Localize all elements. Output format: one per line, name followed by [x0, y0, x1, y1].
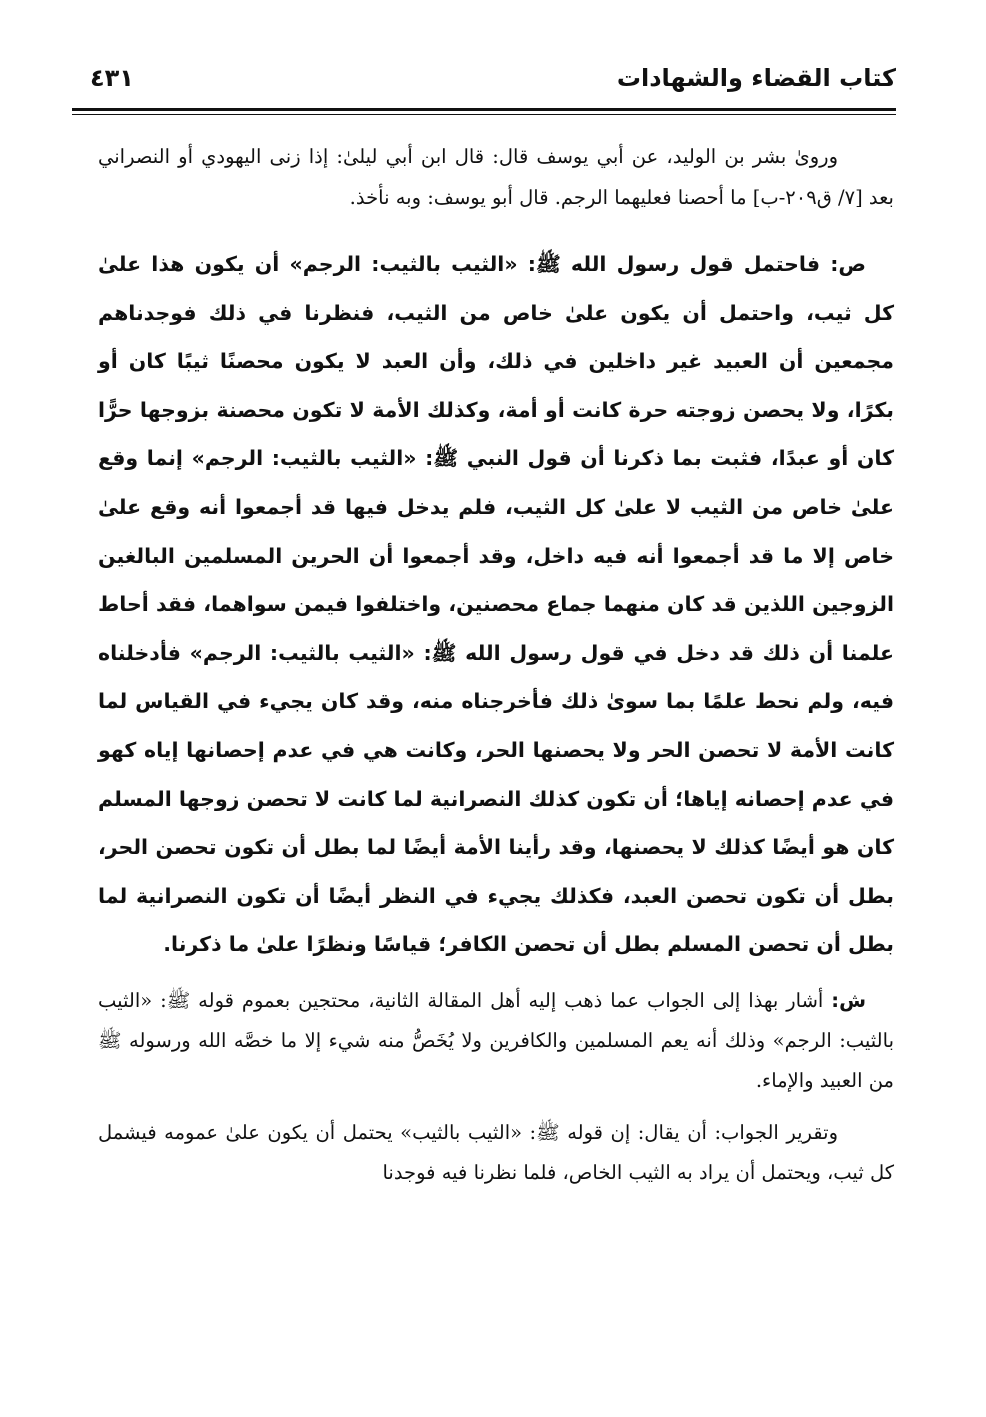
commentary-paragraph-continued: وتقرير الجواب: أن يقال: إن قوله ﷺ: «الثيب بالثيب» يحتمل أن يكون علىٰ عمومه فيشمل كل ثيب، ويحتمل أن يراد به الثيب الخاص، فلما نظرنا فيه فوجدنا — [98, 1120, 894, 1184]
header-rule-thin — [72, 114, 896, 115]
page-number: ٤٣١ — [90, 64, 134, 92]
page-body — [98, 136, 894, 1193]
shin-marker: ش: — [831, 988, 866, 1012]
text-paragraph-sad — [98, 240, 894, 969]
narration-paragraph: وروىٰ بشر بن الوليد، عن أبي يوسف قال: قال ابن أبي ليلىٰ: إذا زنى اليهودي أو النصراني بعد [٧/ ق٢٠٩-ب] ما أحصنا فعليهما الرجم. قال أبو يوسف: وبه نأخذ. — [98, 145, 894, 209]
header-rule-thick — [72, 108, 896, 111]
chapter-title: كتاب القضاء والشهادات — [616, 64, 896, 92]
sad-marker: ص: — [830, 252, 866, 276]
commentary-paragraph-shin — [98, 981, 894, 1101]
sad-text: فاحتمل قول رسول الله ﷺ: «الثيب بالثيب: الرجم» أن يكون هذا علىٰ كل ثيب، واحتمل أن يكون علىٰ خاص من الثيب، فنظرنا في ذلك فوجدناهم مجمعين أن العبيد غير داخلين في ذلك، وأن العبد لا يكون محصنًا ثيبًا كان أو بكرًا، ولا يحصن زوجته حرة كانت أو أمة، وكذلك الأمة لا تكون محصنة بزوجها حرًّا كان أو عبدًا، فثبت بما ذكرنا أن قول النبي ﷺ: «الثيب بالثيب: الرجم» إنما وقع علىٰ خاص من الثيب لا علىٰ كل الثيب، فلم يدخل فيها قد أجمعوا أنه وقع علىٰ خاص إلا ما قد أجمعوا أنه فيه داخل، وقد أجمعوا أن الحرين المسلمين البالغين الزوجين اللذين قد كان منهما جماع محصنين، واختلفوا فيمن سواهما، فقد أحاط علمنا أن ذلك قد دخل في قول رسول الله ﷺ: «الثيب بالثيب: الرجم» فأدخلناه فيه، ولم نحط علمًا بما سوىٰ ذلك فأخرجناه منه، وقد كان يجيء في القياس لما كانت الأمة لا تحصن الحر ولا يحصنها الحر، وكانت هي في عدم إحصانها إياه كهو في عدم إحصانه إياها؛ أن تكون كذلك النصرانية لما كانت لا تحصن زوجها المسلم كان هو أيضًا كذلك لا يحصنها، وقد رأينا الأمة أيضًا لما بطل أن تكون تحصن الحر، بطل أن تكون تحصن العبد، فكذلك يجيء في النظر أيضًا أن تكون النصرانية لما بطل أن تحصن المسلم بطل أن تحصن الكافر؛ قياسًا ونظرًا علىٰ ما ذكرنا. — [98, 252, 894, 957]
shin-text: أشار بهذا إلى الجواب عما ذهب إليه أهل المقالة الثانية، محتجين بعموم قوله ﷺ: «الثيب بالثيب: الرجم» وذلك أنه يعم المسلمين والكافرين ولا يُخَصُّ منه شيء إلا ما خصَّه الله ورسوله ﷺ من العبيد والإماء. — [98, 988, 894, 1092]
running-header — [72, 56, 896, 106]
